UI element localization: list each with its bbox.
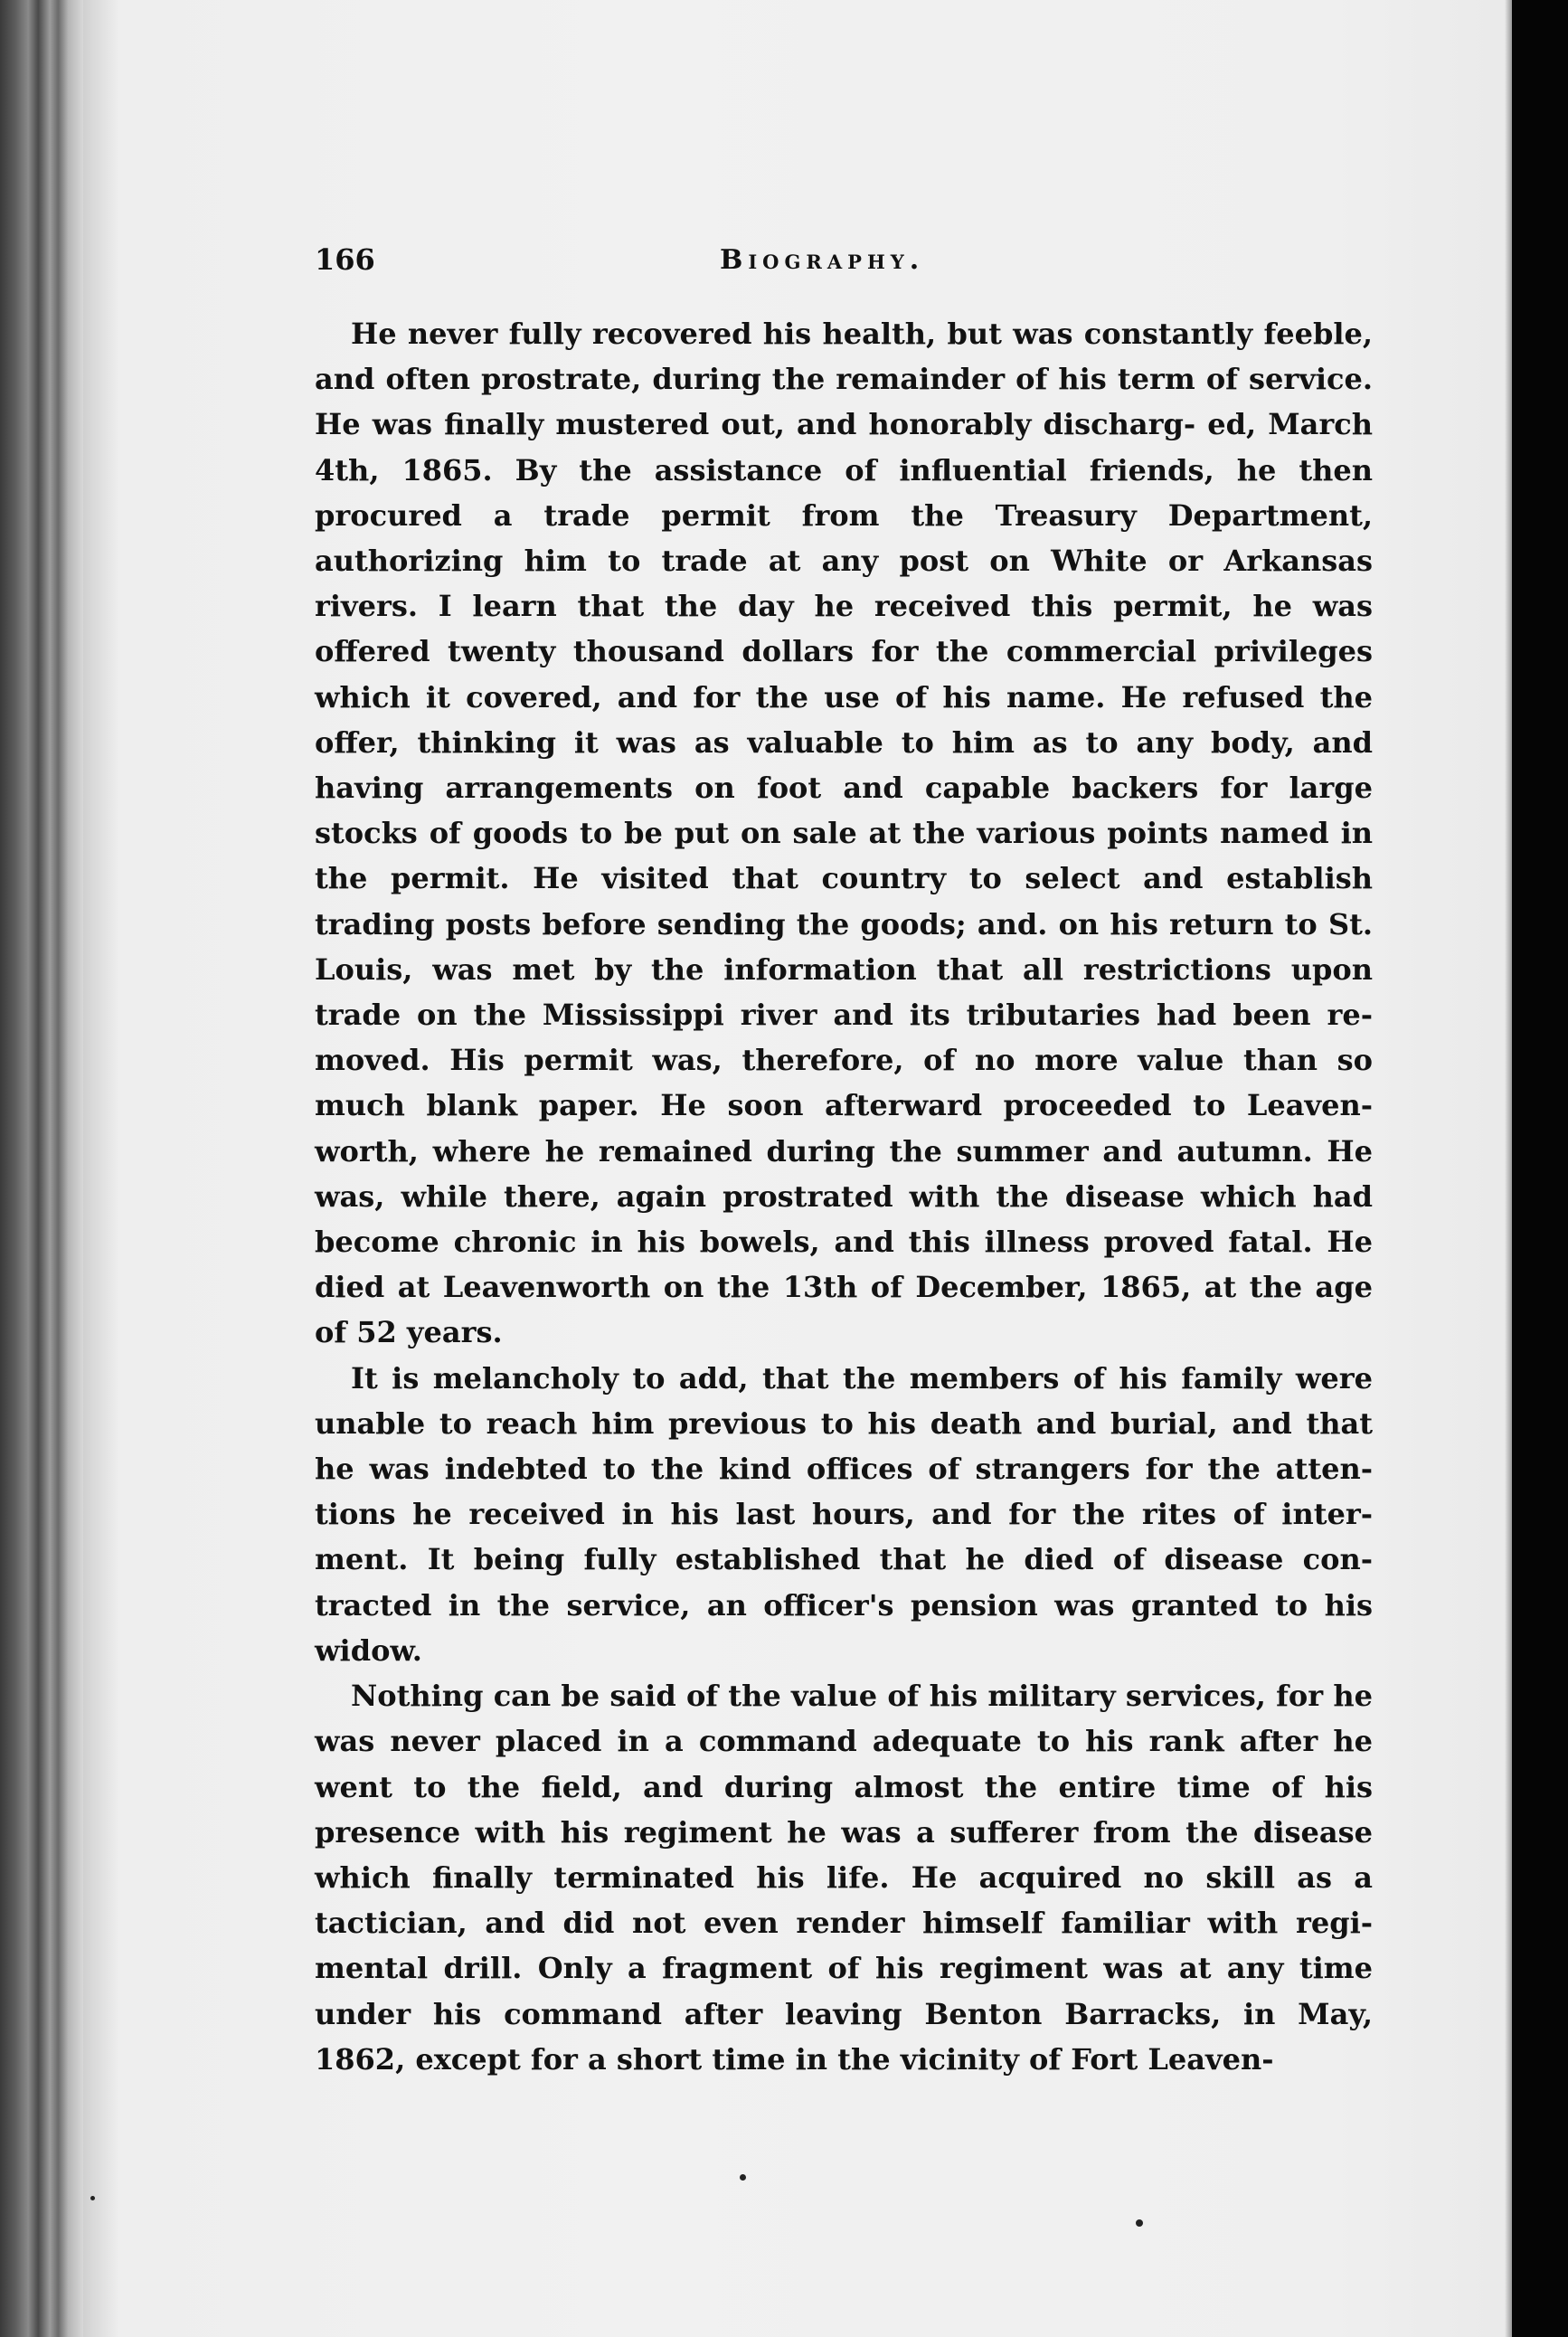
page-number: 166 bbox=[315, 242, 375, 277]
running-head: Biography. bbox=[720, 244, 925, 276]
book-binding-edge bbox=[0, 0, 83, 2337]
page-header bbox=[315, 242, 1373, 282]
ink-speck bbox=[90, 2196, 95, 2200]
ink-speck bbox=[740, 2174, 746, 2181]
ink-speck bbox=[1136, 2219, 1143, 2227]
body-text bbox=[315, 311, 1373, 2082]
binding-shadow bbox=[83, 0, 119, 2337]
page-edge-shadow bbox=[1505, 0, 1512, 2337]
paragraph: Nothing can be said of the value of his military services, for he was never placed in a command adequate to his rank after he went to the field, and during almost the entire time of his presence with his regiment he was a sufferer from the disease which finally terminated his life. He acquired no skill as a tactician, and did not even render himself familiar with regi- mental drill. Only a fragment of his regiment was at any time under his command after leaving Benton Barracks, in May, 1862, except for a short time in the vicinity of Fort Leaven- bbox=[315, 1679, 1373, 2077]
paragraph: It is melancholy to add, that the members of his family were unable to reach him previous to his death and burial, and that he was indebted to the kind offices of strangers for the atten- tions he received in his last hours, and for the rites of inter- ment. It being fully established that he died of disease con- tracted in the service, an officer's pension was granted to his widow. bbox=[315, 1360, 1373, 1668]
scan-right-border bbox=[1512, 0, 1568, 2337]
paragraph: He never fully recovered his health, but was constantly feeble, and often prostrate, during the remainder of his term of service. He was finally mustered out, and honorably discharg- ed, March 4th, 1865. By the assistance of influential friends, he then procured a trade permit from the Treasury Department, authorizing him to trade at any post on White or Arkansas rivers. I learn that the day he received this permit, he was offered twenty thousand dollars for the commercial privileges which it covered, and for the use of his name. He refused the offer, thinking it was as valuable to him as to any body, and having arrangements on foot and capable backers for large stocks of goods to be put on sale at the various points named in the permit. He visited that country to select and establish trading posts before sending the goods; and. on his return to St. Louis, was met by the information that all restrictions upon trade on the Mississippi river and its tributaries had been re- moved. His permit was, therefore, of no more value than so much blank paper. He soon afterward proceeded to Leaven- worth, where he remained during the summer and autumn. He was, while there, again prostrated with the disease which had become chronic in his bowels, and this illness proved fatal. He died at Leavenworth on the 13th of December, 1865, at the age of 52 years. bbox=[315, 317, 1373, 1350]
